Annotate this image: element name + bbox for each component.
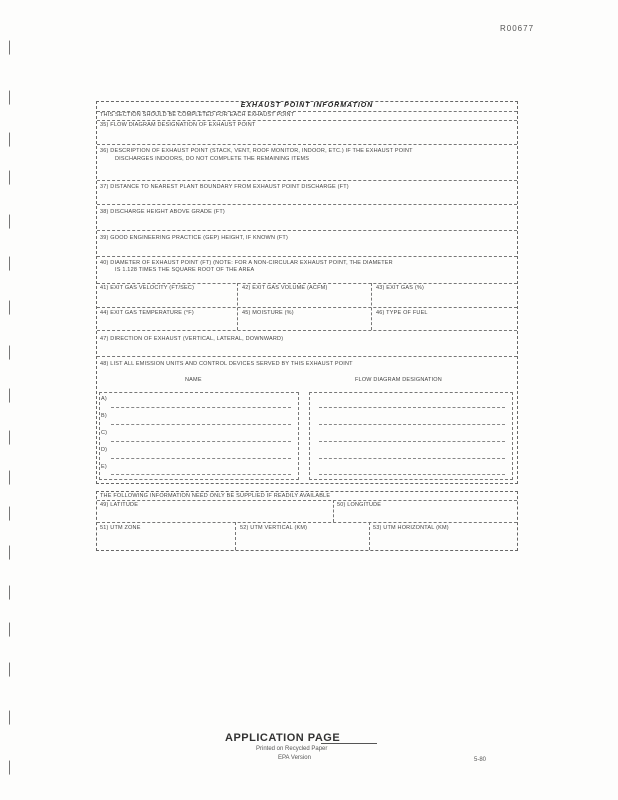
q50-label: 50) LONGITUDE (337, 502, 382, 508)
q39-label: 39) GOOD ENGINEERING PRACTICE (GEP) HEIGHT, IF KNOWN (FT) (100, 235, 289, 241)
location-form (96, 491, 518, 551)
q40-label-b: IS 1.128 TIMES THE SQUARE ROOT OF THE AREA (115, 267, 255, 273)
q40-label-a: 40) DIAMETER OF EXHAUST POINT (FT) (NOTE: FOR A NON-CIRCULAR EXHAUST POINT, THE DIAMETER (100, 260, 393, 266)
page-number: 5-80 (474, 757, 487, 763)
q49-label: 49) LATITUDE (100, 502, 139, 508)
form-title: EXHAUST POINT INFORMATION (240, 102, 374, 109)
column-name-label: NAME (185, 377, 202, 383)
q48-label: 48) LIST ALL EMISSION UNITS AND CONTROL DEVICES SERVED BY THIS EXHAUST POINT (100, 361, 353, 367)
row-letter-d: D) (101, 447, 108, 453)
binder-holes (9, 0, 23, 800)
row-letter-b: B) (101, 413, 107, 419)
exhaust-point-form (96, 101, 518, 484)
q45-label: 45) MOISTURE (%) (242, 310, 294, 316)
q36-label-a: 36) DESCRIPTION OF EXHAUST POINT (STACK, VENT, ROOF MONITOR, INDOOR, ETC.) IF THE EXHAUST POINT (100, 148, 413, 154)
row-letter-a: A) (101, 396, 107, 402)
q36-label-b: DISCHARGES INDOORS, DO NOT COMPLETE THE REMAINING ITEMS (115, 156, 310, 162)
q43-label: 43) EXIT GAS (%) (376, 285, 425, 291)
q42-label: 42) EXIT GAS VOLUME (ACFM) (242, 285, 328, 291)
instruction-label: THIS SECTION SHOULD BE COMPLETED FOR EACH EXHAUST POINT (100, 112, 295, 118)
q47-label: 47) DIRECTION OF EXHAUST (VERTICAL, LATERAL, DOWNWARD) (100, 336, 284, 342)
footer-title: APPLICATION PAGE (225, 732, 341, 744)
q35-label: 35) FLOW DIAGRAM DESIGNATION OF EXHAUST POINT (100, 122, 256, 128)
q53-label: 53) UTM HORIZONTAL (KM) (373, 525, 449, 531)
q52-label: 52) UTM VERTICAL (KM) (240, 525, 308, 531)
q46-label: 46) TYPE OF FUEL (376, 310, 428, 316)
row-letter-e: E) (101, 464, 107, 470)
q44-label: 44) EXIT GAS TEMPERATURE (°F) (100, 310, 194, 316)
column-flow-label: FLOW DIAGRAM DESIGNATION (355, 377, 442, 383)
q38-label: 38) DISCHARGE HEIGHT ABOVE GRADE (FT) (100, 209, 225, 215)
footer-version: EPA Version (278, 755, 311, 761)
document-number: R00677 (500, 24, 535, 33)
footer-underline (321, 743, 377, 744)
s2-instruction-label: THE FOLLOWING INFORMATION NEED ONLY BE SUPPLIED IF READILY AVAILABLE (100, 493, 331, 499)
q51-label: 51) UTM ZONE (100, 525, 141, 531)
row-letter-c: C) (101, 430, 108, 436)
footer-recycled: Printed on Recycled Paper (256, 746, 328, 752)
q41-label: 41) EXIT GAS VELOCITY (FT/SEC) (100, 285, 195, 291)
q37-label: 37) DISTANCE TO NEAREST PLANT BOUNDARY FROM EXHAUST POINT DISCHARGE (FT) (100, 184, 349, 190)
